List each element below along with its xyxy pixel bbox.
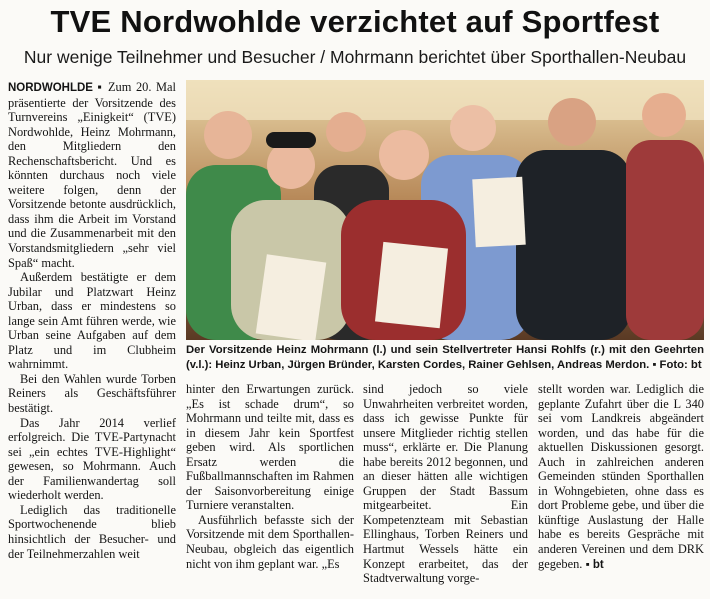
lead-text: ▪ Zum 20. Mal präsentierte der Vorsitzende des Turnvereins „Einigkeit“ (TVE) Nordwohlde, Heinz Mohrmann, den Mitgliedern den Rechenschaftsbericht. Und es könnten durchaus noch viele weitere folgen, denn der Vorsitzende betonte ausdrücklich, dass ihm die Arbeit im Vorstand und die Zusammenarbeit mit den Vorstandsmitgliedern „sehr viel Spaß“ macht. — [8, 80, 176, 270]
paragraph: Außerdem bestätigte er dem Jubilar und Platzwart Heinz Urban, dass er mindestens so lange sein Amt führen werde, wie Urban seine Aufgaben auf dem Platz und im Clubheim wahrnimmt. — [8, 270, 176, 372]
certificate-left — [256, 254, 327, 340]
certificate-right — [472, 177, 525, 248]
article-column-3 — [363, 382, 528, 586]
subheadline: Nur wenige Teilnehmer und Besucher / Mohrmann berichtet über Sporthallen-Neubau — [23, 47, 687, 67]
certificate-center — [375, 242, 448, 328]
closing-text: stellt worden war. Lediglich die geplante Zufahrt über die L 340 sei vom Landkreis abgeändert worden, und das habe für die aktuellen Diskussionen gesorgt. Auch in zahlreichen anderen Gemeinden stünden Sporthallen in Wohngebieten, ohne dass es dort Probleme gebe, und über die künftige Auslastung der Halle habe es bereits Gespräche mit anderen Vereinen und dem DRK gegeben. — [538, 382, 704, 571]
paragraph: Das Jahr 2014 verlief erfolgreich. Die TVE-Partynacht sei „ein echtes TVE-Highlight“ gewesen, so Mohrmann. Auch der Familienwandertag soll wiederholt werden. — [8, 415, 176, 503]
group-photo — [186, 80, 704, 340]
article-column-4 — [538, 382, 704, 572]
paragraph — [538, 382, 704, 572]
paragraph: hinter den Erwartungen zurück. „Es ist schade drum“, so Mohrmann und teilte mit, dass es in diesem Jahr kein Sportfest geben wird. Als sportlichen Ersatz werden die Fußballmannschaften im Rahmen der Saisonvorbereitung einige Turniere veranstalten. — [186, 382, 354, 513]
dateline: NORDWOHLDE — [8, 82, 93, 94]
paragraph: sind jedoch so viele Unwahrheiten verbreitet worden, dass ich gewisse Punkte für unsere Mitglieder richtig stellen muss“, erklärte er. Die Planung habe bereits 2012 begonnen, und an dieser hätten alle wichtigen Gruppen der Stadt Bassum mitgearbeitet. Ein Kompetenzteam mit Sebastian Ellinghaus, Torben Reiners und Hartmut Wessels hätte ein Konzept erarbeitet, das der Stadtverwaltung vorge- — [363, 382, 528, 586]
lead-paragraph — [8, 80, 176, 270]
paragraph: Lediglich das traditionelle Sportwochenende blieb hinsichtlich der Besucher- und der Teilnehmerzahlen weit — [8, 502, 176, 561]
photo-illustration — [186, 80, 704, 340]
article-column-1 — [8, 80, 176, 561]
headline: TVE Nordwohlde verzichtet auf Sportfest — [50, 4, 660, 39]
photo-caption: Der Vorsitzende Heinz Mohrmann (l.) und sein Stellvertreter Hansi Rohlfs (r.) mit den Geehrten (v.l.): Heinz Urban, Jürgen Bründer, Karsten Cordes, Rainer Gehlsen, Andreas Merdon. ▪ Foto: bt — [186, 344, 704, 371]
paragraph: Ausführlich befasste sich der Vorsitzende mit dem Sporthallen-Neubau, obgleich das eigentlich nicht von ihm geplant war. „Es — [186, 512, 354, 571]
article-column-2 — [186, 382, 354, 571]
paragraph: Bei den Wahlen wurde Torben Reiners als Geschäftsführer bestätigt. — [8, 371, 176, 416]
author-signoff: ▪ bt — [582, 558, 604, 571]
